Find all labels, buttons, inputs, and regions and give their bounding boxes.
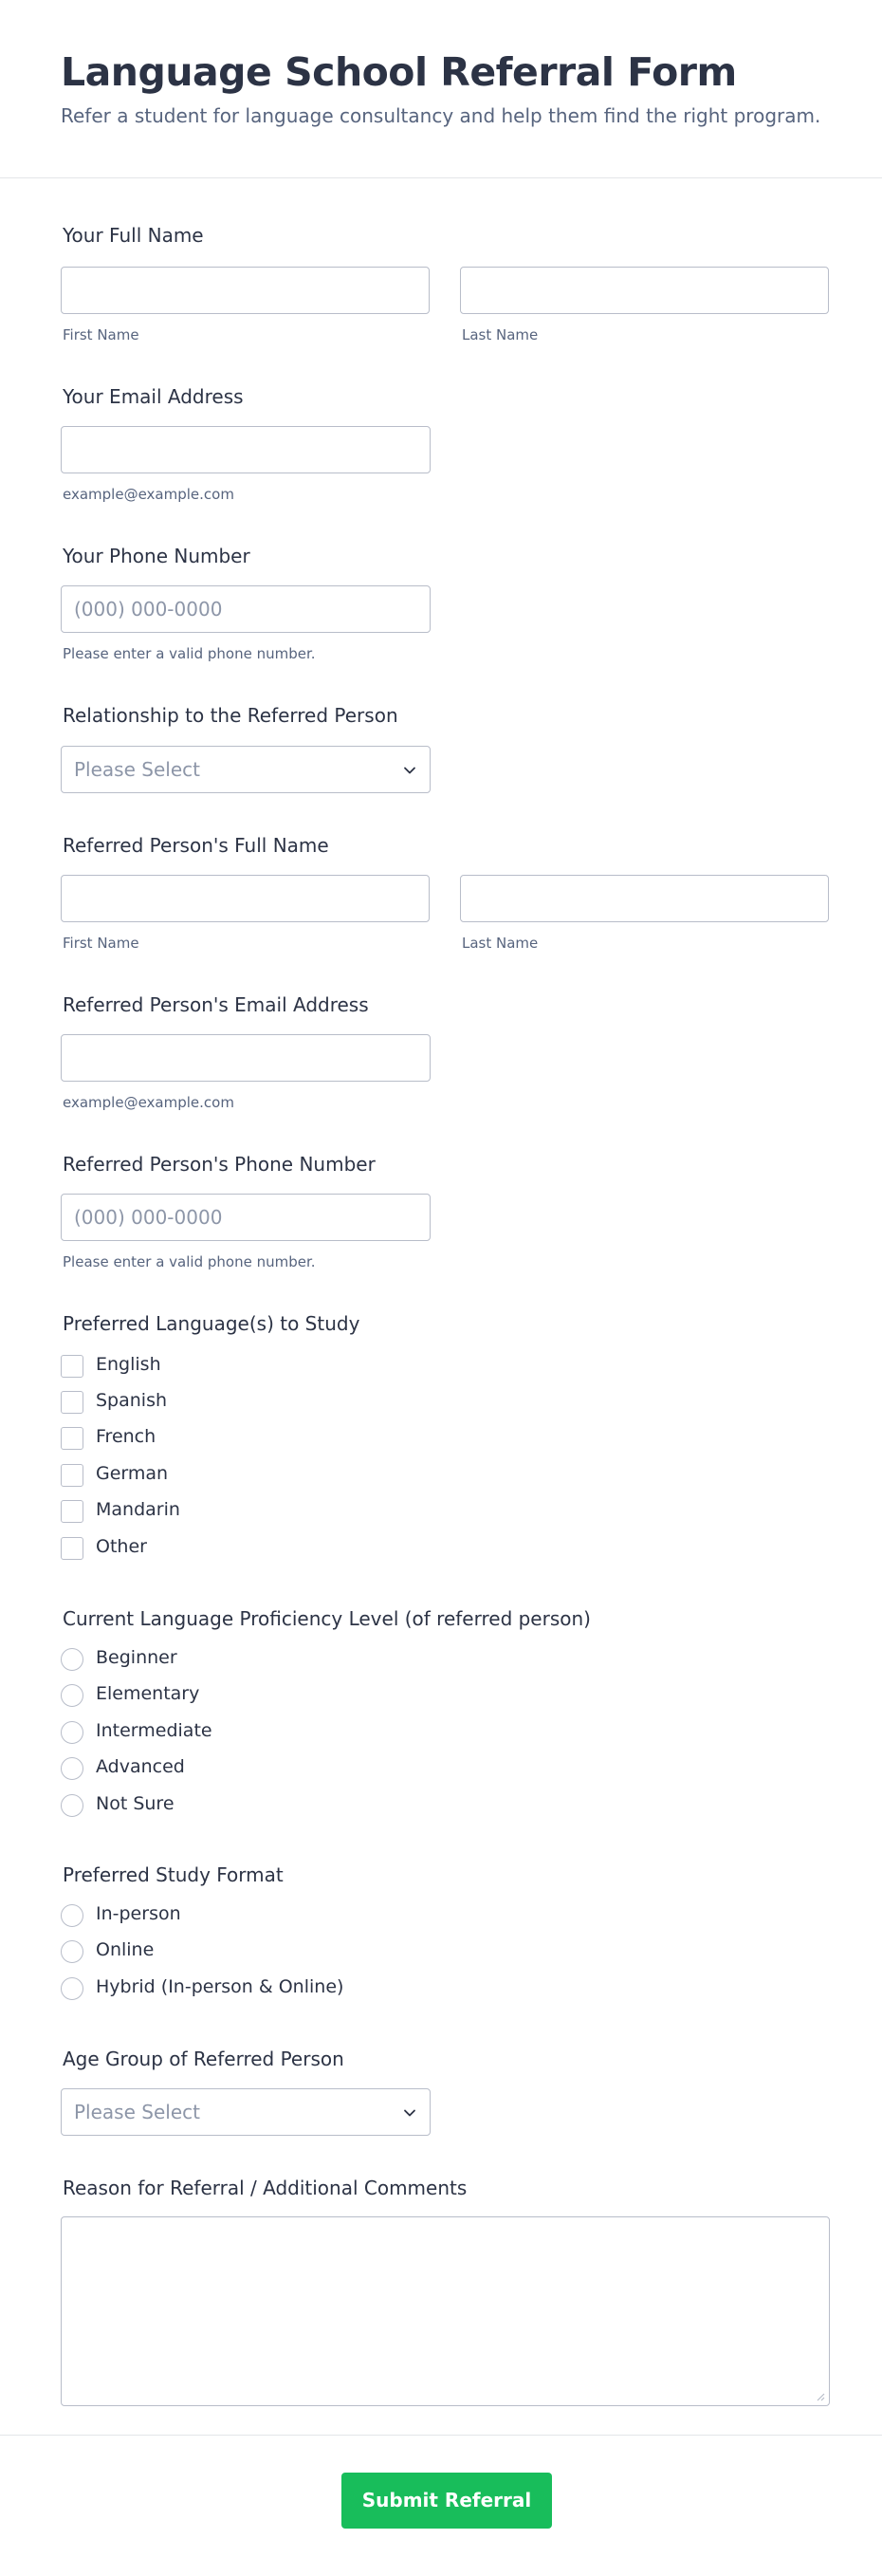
radio-label: Intermediate	[96, 1720, 212, 1741]
checkbox-option-spanish[interactable]	[61, 1390, 459, 1415]
submit-button[interactable]: Submit Referral	[341, 2473, 552, 2529]
checkbox-option-mandarin[interactable]	[61, 1499, 459, 1524]
chevron-down-icon	[403, 2106, 416, 2120]
checkbox-label: French	[96, 1426, 156, 1447]
radio-option-beginner[interactable]	[61, 1647, 459, 1672]
your-email-label: Your Email Address	[63, 385, 244, 408]
radio-button[interactable]	[61, 1977, 83, 2000]
referred-email-input[interactable]	[61, 1034, 431, 1082]
checkbox[interactable]	[61, 1537, 83, 1560]
form-subtitle: Refer a student for language consultancy and help them find the right program.	[61, 104, 821, 127]
radio-label: Online	[96, 1939, 155, 1960]
radio-label: Not Sure	[96, 1793, 175, 1814]
checkbox-option-english[interactable]	[61, 1354, 459, 1379]
your-full-name-label: Your Full Name	[63, 224, 204, 247]
radio-option-elementary[interactable]	[61, 1683, 459, 1708]
referred-phone-sublabel: Please enter a valid phone number.	[63, 1253, 316, 1270]
radio-option-in-person[interactable]	[61, 1903, 459, 1928]
your-last-name-input[interactable]	[460, 267, 829, 314]
radio-label: Advanced	[96, 1756, 185, 1777]
radio-label: Hybrid (In-person & Online)	[96, 1976, 344, 1997]
checkbox-option-german[interactable]	[61, 1463, 459, 1488]
checkbox-label: Spanish	[96, 1390, 168, 1411]
your-phone-sublabel: Please enter a valid phone number.	[63, 645, 316, 662]
referred-first-name-sublabel: First Name	[63, 935, 139, 952]
your-last-name-sublabel: Last Name	[462, 326, 539, 343]
age-group-select[interactable]	[61, 2088, 431, 2136]
radio-label: Beginner	[96, 1647, 177, 1668]
referred-email-sublabel: example@example.com	[63, 1094, 234, 1111]
checkbox[interactable]	[61, 1355, 83, 1378]
referred-full-name-label: Referred Person's Full Name	[63, 834, 329, 857]
checkbox[interactable]	[61, 1391, 83, 1414]
your-phone-input[interactable]	[61, 585, 431, 633]
your-email-sublabel: example@example.com	[63, 486, 234, 503]
relationship-select[interactable]	[61, 746, 431, 793]
languages-label: Preferred Language(s) to Study	[63, 1312, 360, 1335]
age-group-label: Age Group of Referred Person	[63, 2048, 344, 2070]
radio-option-online[interactable]	[61, 1939, 459, 1964]
form-title: Language School Referral Form	[61, 49, 737, 95]
proficiency-label: Current Language Proficiency Level (of referred person)	[63, 1607, 591, 1630]
form-header	[0, 0, 882, 178]
your-email-input[interactable]	[61, 426, 431, 473]
your-phone-placeholder: (000) 000-0000	[74, 598, 223, 621]
footer-divider	[0, 2435, 882, 2436]
radio-button[interactable]	[61, 1684, 83, 1707]
checkbox-label: English	[96, 1354, 161, 1375]
referred-phone-placeholder: (000) 000-0000	[74, 1206, 223, 1229]
referred-last-name-sublabel: Last Name	[462, 935, 539, 952]
checkbox-label: Mandarin	[96, 1499, 180, 1520]
radio-button[interactable]	[61, 1904, 83, 1927]
radio-option-advanced[interactable]	[61, 1756, 459, 1781]
referred-last-name-input[interactable]	[460, 875, 829, 922]
radio-button[interactable]	[61, 1757, 83, 1780]
checkbox-option-other[interactable]	[61, 1536, 459, 1561]
radio-option-hybrid[interactable]	[61, 1976, 459, 2001]
relationship-label: Relationship to the Referred Person	[63, 704, 398, 727]
radio-label: In-person	[96, 1903, 181, 1924]
radio-option-intermediate[interactable]	[61, 1720, 459, 1745]
relationship-placeholder: Please Select	[74, 758, 200, 781]
radio-button[interactable]	[61, 1721, 83, 1744]
radio-button[interactable]	[61, 1940, 83, 1963]
your-first-name-sublabel: First Name	[63, 326, 139, 343]
your-first-name-input[interactable]	[61, 267, 430, 314]
comments-label: Reason for Referral / Additional Comments	[63, 2177, 468, 2199]
radio-label: Elementary	[96, 1683, 200, 1704]
chevron-down-icon	[403, 764, 416, 777]
referred-phone-input[interactable]	[61, 1194, 431, 1241]
radio-button[interactable]	[61, 1794, 83, 1817]
comments-textarea[interactable]	[61, 2216, 830, 2406]
your-phone-label: Your Phone Number	[63, 545, 250, 567]
resize-handle-icon[interactable]	[816, 2392, 825, 2401]
checkbox[interactable]	[61, 1500, 83, 1523]
referred-first-name-input[interactable]	[61, 875, 430, 922]
study-format-label: Preferred Study Format	[63, 1863, 284, 1886]
checkbox[interactable]	[61, 1427, 83, 1450]
radio-option-not-sure[interactable]	[61, 1793, 459, 1818]
checkbox-option-french[interactable]	[61, 1426, 459, 1451]
radio-button[interactable]	[61, 1648, 83, 1671]
referred-email-label: Referred Person's Email Address	[63, 993, 369, 1016]
checkbox-label: Other	[96, 1536, 147, 1557]
checkbox[interactable]	[61, 1464, 83, 1487]
age-group-placeholder: Please Select	[74, 2101, 200, 2123]
referred-phone-label: Referred Person's Phone Number	[63, 1153, 376, 1176]
checkbox-label: German	[96, 1463, 169, 1484]
